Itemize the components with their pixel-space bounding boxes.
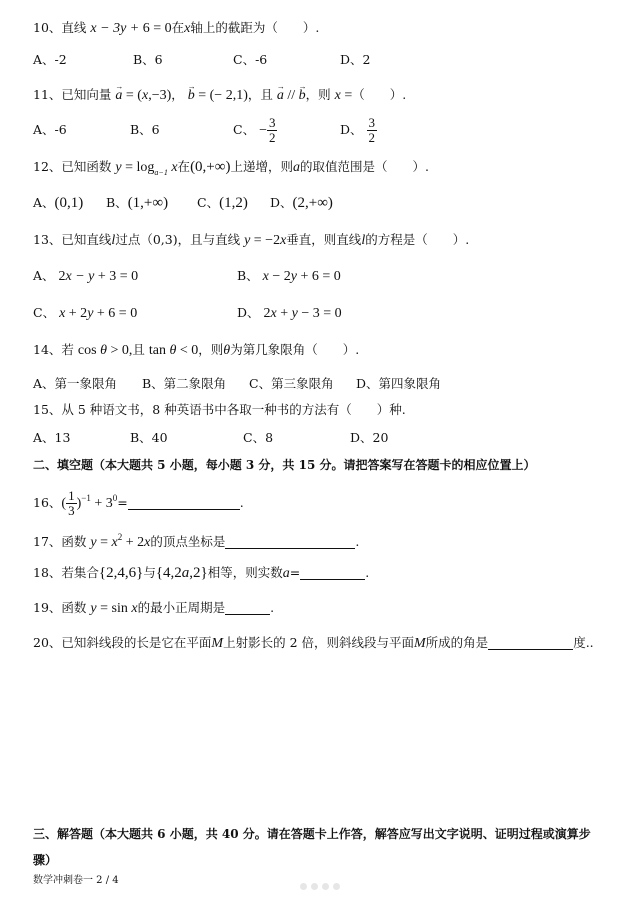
option-label: D、 — [270, 195, 293, 210]
question-10 — [33, 18, 319, 39]
option-b: B、 x − 2y + 6 = 0 — [237, 268, 341, 284]
question-text: 已知向量 — [61, 87, 112, 102]
question-text: 的方程是（ ）. — [365, 232, 470, 247]
math-variable: l — [111, 233, 116, 248]
question-19 — [33, 598, 274, 619]
question-text: 直线 — [61, 20, 87, 35]
section-2-heading: 二、填空题（本大题共 5 小题，每小题 3 分，共 15 分。请把答案写在答题卡的相应位置上） — [33, 458, 536, 472]
option-label: B、 — [237, 268, 259, 283]
equals-sign: = — [117, 495, 128, 510]
section-3-heading: 三、解答题（本大题共 6 小题，共 40 分。请在答题卡上作答，解答应写出文字说明、证明过程或演算步 — [33, 827, 591, 841]
question-13 — [33, 230, 469, 251]
period: . — [239, 495, 244, 510]
question-text: 20、已知斜线段的长是它在平面 — [33, 635, 212, 650]
option-c: C、(1,2) — [197, 195, 248, 211]
question-12 — [33, 157, 429, 183]
question-text: 轴上的截距为（ ）. — [190, 20, 320, 35]
answer-blank[interactable] — [225, 600, 270, 615]
question-text: 与 — [143, 565, 156, 580]
option-b: B、40 — [130, 430, 168, 445]
question-16 — [33, 478, 244, 524]
math-variable: M — [211, 636, 224, 651]
math-set: {2,4,6} — [98, 565, 144, 581]
option-a: A、 2x − y + 3 = 0 — [33, 268, 139, 284]
question-number: 14、 — [33, 342, 62, 357]
option-label: C、 — [233, 122, 256, 137]
question-text: 所成的角是 — [425, 635, 489, 650]
option-c: C、第三象限角 — [249, 376, 334, 391]
option-label: B、 — [106, 195, 128, 210]
math-variable: a — [282, 566, 290, 581]
question-text: 在 — [171, 20, 185, 35]
question-number: 10、 — [33, 20, 62, 35]
option-b: B、6 — [130, 122, 160, 137]
question-number: 13、 — [33, 232, 62, 247]
question-text: ，且 — [247, 87, 273, 102]
option-label: A、 — [33, 268, 55, 283]
math-set: {4,2a,2} — [155, 565, 208, 581]
option-a: A、-2 — [33, 52, 67, 67]
math-variable: M — [414, 636, 426, 651]
math-variable: θ — [223, 343, 231, 358]
option-label: D、 — [237, 305, 260, 320]
option-label: C、 — [197, 195, 220, 210]
answer-blank[interactable] — [128, 495, 240, 510]
answer-blank[interactable] — [300, 565, 365, 580]
fraction: $\frac{3}{2}$ — [268, 115, 276, 145]
option-label: D、 — [340, 122, 363, 137]
math-expression: ( $\frac{1}{3}$ )$^{-1} + 3^0$ — [61, 488, 118, 519]
question-text: 19、函数 — [33, 600, 87, 615]
option-c: C、-6 — [233, 52, 268, 67]
math-variable: a — [292, 160, 300, 175]
question-number: 12、 — [33, 159, 62, 174]
question-number: 16、 — [33, 495, 62, 510]
math-variable: l — [361, 233, 366, 248]
question-text: （ ）. — [352, 87, 407, 102]
question-text: ， — [171, 87, 184, 102]
question-text: 为第几象限角（ ）. — [230, 342, 360, 357]
option-a: A、13 — [33, 430, 71, 445]
question-14 — [33, 340, 359, 361]
page-dots — [300, 878, 344, 893]
answer-blank[interactable] — [488, 635, 573, 650]
question-text: 17、函数 — [33, 534, 87, 549]
period: . — [355, 534, 360, 549]
math-expression: $y = \log_{a-1} x$ — [115, 160, 178, 177]
question-15: 15、从 5 种语文书，8 种英语书中各取一种书的方法有（ ）种. — [33, 402, 406, 417]
answer-blank[interactable] — [225, 534, 355, 549]
question-text: 已知直线 — [61, 232, 112, 247]
option-d: D、2 — [340, 52, 371, 67]
question-text: 18、若集合 — [33, 565, 99, 580]
option-d: D、 2x + y − 3 = 0 — [237, 305, 342, 321]
option-c: C、 − $\frac{3}{2}$ — [233, 115, 276, 145]
period: . — [270, 600, 275, 615]
period: . — [365, 565, 370, 580]
math-expression: x − 3y + 6 = 0 — [90, 21, 172, 36]
question-text: 在 — [177, 159, 191, 174]
question-20 — [33, 633, 594, 654]
math-expression: → b = (− 2,1) — [188, 88, 248, 103]
math-expression: $y = x^2 + 2x$ — [90, 532, 151, 550]
option-d: D、(2,+∞) — [270, 195, 333, 211]
question-text: 的最小正周期是 — [137, 600, 226, 615]
math-expression: → a // → b — [277, 88, 306, 103]
option-c: C、8 — [243, 430, 274, 445]
option-b: B、(1,+∞) — [106, 195, 169, 211]
question-number: 11、 — [33, 87, 62, 102]
option-label: C、 — [33, 305, 56, 320]
question-text: 的取值范围是（ ）. — [299, 159, 429, 174]
question-text: 垂直，则直线 — [286, 232, 362, 247]
question-text: 若 — [61, 342, 74, 357]
question-text: 上递增，则 — [230, 159, 293, 174]
question-text: ，则 — [198, 342, 224, 357]
question-text: 且 — [132, 342, 145, 357]
question-18: 18、若集合{2,4,6}与{4,2a,2}相等，则实数a= . — [33, 565, 370, 581]
section-3-heading-cont: 骤） — [33, 853, 58, 867]
math-expression: → a = (x,−3) — [115, 88, 171, 103]
option-b: B、6 — [133, 52, 163, 67]
page-footer: 数学冲刺卷一 2 / 4 — [33, 875, 119, 886]
question-text: 已知函数 — [61, 159, 112, 174]
question-text: 上射影长的 2 倍，则斜线段与平面 — [223, 635, 414, 650]
math-expression: cos θ > 0, — [77, 343, 133, 358]
question-text: 度.. — [573, 635, 594, 650]
question-text: 过点（0,3)，且与直线 — [115, 232, 241, 247]
option-label: A、 — [33, 195, 55, 210]
question-text: ，则 — [305, 87, 331, 102]
option-a: A、第一象限角 — [33, 376, 118, 391]
math-expression: y = −2x — [244, 233, 287, 248]
math-expression: x = — [334, 88, 353, 103]
option-d — [340, 113, 377, 147]
question-text: 相等，则实数 — [207, 565, 283, 580]
option-c: C、 x + 2y + 6 = 0 — [33, 305, 138, 321]
option-a: A、(0,1) — [33, 195, 84, 211]
option-b: B、第二象限角 — [142, 376, 227, 391]
option-d: D、第四象限角 — [356, 376, 442, 391]
question-text: 的顶点坐标是 — [150, 534, 226, 549]
math-interval: (0,+∞) — [190, 159, 231, 175]
math-variable: x — [184, 21, 191, 36]
question-17 — [33, 527, 359, 553]
option-d: D、20 — [350, 430, 389, 445]
question-11 — [33, 85, 406, 106]
option-a: A、-6 — [33, 122, 67, 137]
fraction: $\frac{3}{2}$ — [368, 115, 376, 145]
math-expression: tan θ < 0 — [148, 343, 199, 358]
math-expression: y = sin x — [90, 601, 138, 616]
